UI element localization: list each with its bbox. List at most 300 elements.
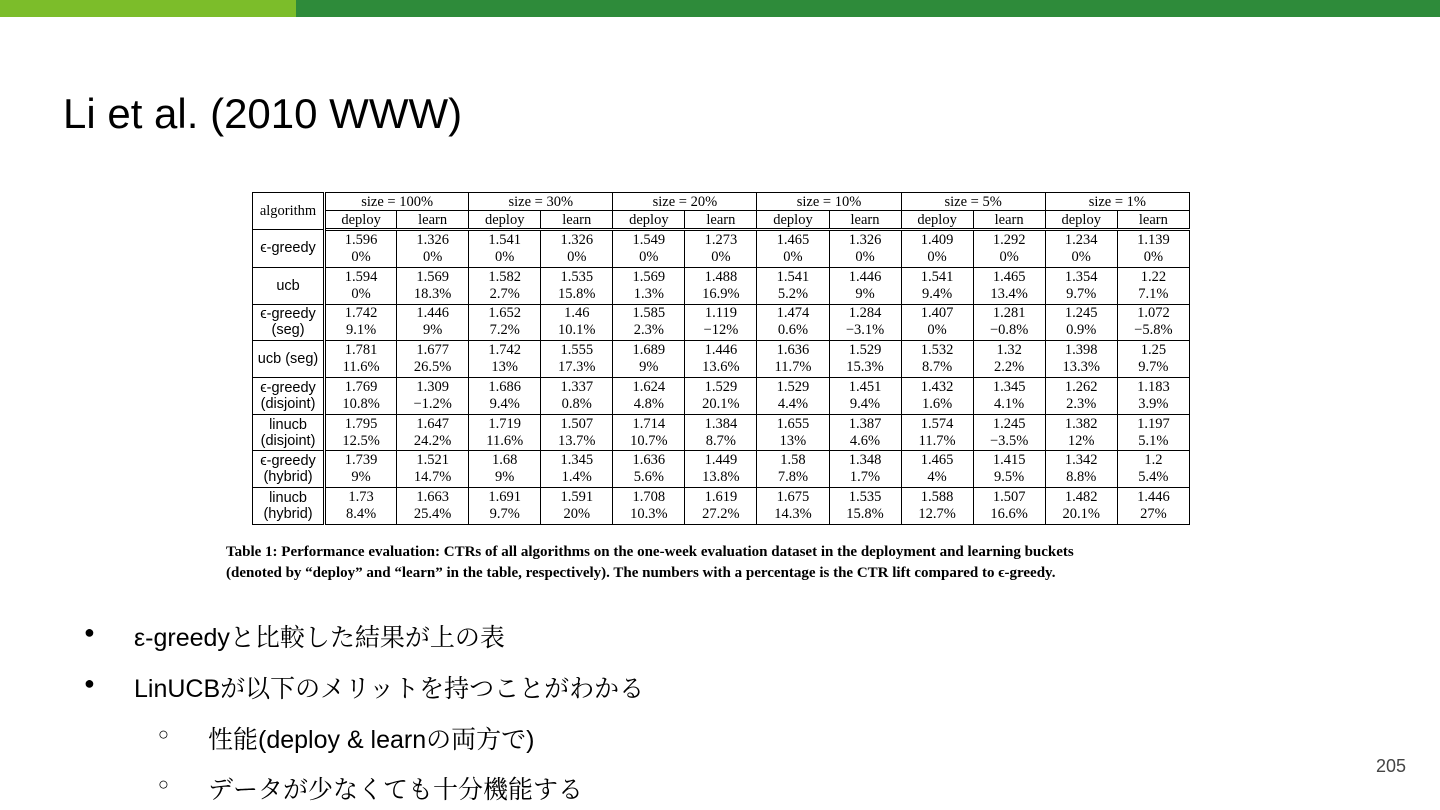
algorithm-name: ucb (seg) (253, 341, 325, 378)
ctr-value: 1.337 (560, 378, 594, 395)
top-accent-bar-right (296, 0, 1440, 17)
table-cell (829, 488, 901, 525)
ctr-value: 1.474 (776, 305, 810, 322)
table-cell (973, 341, 1045, 378)
bullet-text: ε-greedyと比較した結果が上の表 (134, 624, 505, 652)
ctr-lift: 13% (491, 359, 519, 376)
ctr-value: 1.624 (632, 378, 666, 395)
ctr-value: 1.769 (344, 378, 378, 395)
ctr-lift: 12.5% (342, 432, 380, 449)
deploy-header: deploy (1045, 211, 1117, 230)
table-row (253, 341, 1190, 378)
table-cell (1117, 488, 1189, 525)
ctr-lift: 9.7% (1066, 285, 1097, 302)
ctr-lift: 9.1% (345, 322, 377, 339)
ctr-value: 1.591 (560, 489, 594, 506)
ctr-value: 1.781 (344, 342, 378, 359)
ctr-lift: 13.6% (702, 359, 740, 376)
ctr-lift: 4.4% (777, 395, 809, 412)
bullet-item (84, 618, 505, 654)
table-cell (973, 414, 1045, 451)
ctr-value: 1.689 (632, 342, 666, 359)
ctr-value: 1.345 (560, 452, 594, 469)
table-cell (541, 451, 613, 488)
algorithm-name: ucb (253, 267, 325, 304)
table-cell (541, 414, 613, 451)
ctr-value: 1.488 (704, 268, 738, 285)
table-cell (757, 341, 829, 378)
ctr-value: 1.409 (920, 231, 954, 248)
ctr-lift: 7.8% (777, 469, 809, 486)
ctr-value: 1.446 (848, 268, 882, 285)
table-row (253, 304, 1190, 341)
ctr-lift: −3.1% (845, 322, 885, 339)
table-cell (613, 230, 685, 268)
ctr-lift: 8.8% (1066, 469, 1097, 486)
ctr-value: 1.451 (848, 378, 882, 395)
ctr-value: 1.691 (488, 489, 522, 506)
table-cell (1117, 377, 1189, 414)
algorithm-name: ϵ-greedy (253, 230, 325, 268)
ctr-lift: 5.6% (633, 469, 664, 486)
ctr-value: 1.262 (1064, 378, 1098, 395)
table-cell (685, 488, 757, 525)
ctr-lift: 14.7% (413, 469, 452, 486)
table-cell (613, 341, 685, 378)
ctr-value: 1.569 (632, 268, 666, 285)
bullet-circle-icon: ○ (158, 724, 169, 744)
ctr-value: 1.555 (560, 342, 594, 359)
ctr-value: 1.326 (848, 231, 882, 248)
bullet-text: データが少なくても十分機能する (208, 776, 584, 804)
table-cell (829, 451, 901, 488)
table-cell (397, 304, 469, 341)
ctr-lift: 8.4% (345, 506, 377, 523)
ctr-value: 1.507 (560, 415, 594, 432)
ctr-lift: 1.3% (633, 285, 664, 302)
ctr-lift: 4% (927, 469, 947, 486)
table-cell (613, 451, 685, 488)
table-cell (1117, 230, 1189, 268)
table-row (253, 488, 1190, 525)
ctr-value: 1.465 (776, 231, 810, 248)
table-row (253, 267, 1190, 304)
ctr-lift: 9.4% (921, 285, 953, 302)
ctr-lift: 2.2% (994, 359, 1025, 376)
ctr-lift: 9.5% (994, 469, 1025, 486)
learn-header: learn (541, 211, 613, 230)
ctr-lift: 27.2% (702, 506, 740, 523)
ctr-lift: 11.6% (342, 359, 380, 376)
ctr-lift: 0% (783, 248, 803, 265)
ctr-value: 1.446 (1137, 489, 1170, 506)
table-row (253, 377, 1190, 414)
ctr-value: 1.529 (848, 342, 882, 359)
table-cell (973, 377, 1045, 414)
ctr-value: 1.541 (776, 268, 810, 285)
ctr-lift: 0% (999, 248, 1019, 265)
table-cell (1045, 377, 1117, 414)
ctr-lift: 17.3% (558, 359, 596, 376)
ctr-value: 1.281 (992, 305, 1026, 322)
ctr-value: 1.742 (488, 342, 522, 359)
table-cell (613, 304, 685, 341)
table-cell (541, 488, 613, 525)
table-cell (1045, 488, 1117, 525)
ctr-lift: −5.8% (1134, 322, 1173, 339)
table-cell (397, 414, 469, 451)
table-cell (901, 451, 973, 488)
ctr-lift: 2.3% (633, 322, 664, 339)
ctr-lift: 15.3% (846, 359, 884, 376)
ctr-value: 1.354 (1064, 268, 1098, 285)
ctr-value: 1.387 (848, 415, 882, 432)
ctr-lift: 10.7% (630, 432, 668, 449)
table-cell (541, 341, 613, 378)
ctr-lift: 16.9% (702, 285, 740, 302)
ctr-value: 1.619 (704, 489, 738, 506)
learn-header: learn (397, 211, 469, 230)
learn-header: learn (973, 211, 1045, 230)
ctr-lift: 0.6% (777, 322, 809, 339)
slide-title: Li et al. (2010 WWW) (63, 90, 463, 137)
table-cell (685, 230, 757, 268)
table-cell (541, 377, 613, 414)
ctr-value: 1.739 (344, 452, 378, 469)
ctr-lift: 9% (855, 285, 875, 302)
table-cell (397, 341, 469, 378)
caption-line-2: (denoted by “deploy” and “learn” in the table, respectively). The numbers with a percentage is the CTR lift compared to ϵ-greedy. (226, 565, 1056, 581)
ctr-lift: 10.8% (342, 395, 380, 412)
ctr-lift: 1.7% (849, 469, 881, 486)
ctr-value: 1.245 (1064, 305, 1098, 322)
table-cell (901, 230, 973, 268)
table-cell (1045, 304, 1117, 341)
table-cell (901, 488, 973, 525)
size-header: size = 5% (901, 193, 1045, 211)
table-cell (1045, 267, 1117, 304)
ctr-lift: 5.2% (777, 285, 809, 302)
table-cell (469, 377, 541, 414)
table-cell (829, 230, 901, 268)
ctr-lift: 10.3% (630, 506, 668, 523)
ctr-value: 1.465 (920, 452, 954, 469)
ctr-lift: 26.5% (413, 359, 452, 376)
table-cell (685, 451, 757, 488)
table-cell (829, 414, 901, 451)
ctr-lift: 8.7% (705, 432, 737, 449)
ctr-lift: 0% (351, 285, 371, 302)
table-cell (901, 304, 973, 341)
bullet-dot-icon: ● (84, 673, 95, 693)
table-cell (685, 341, 757, 378)
ctr-lift: 11.7% (918, 432, 956, 449)
table-cell (1117, 414, 1189, 451)
ctr-value: 1.384 (704, 415, 738, 432)
ctr-lift: 0.9% (1066, 322, 1097, 339)
size-header: size = 100% (325, 193, 469, 211)
table-cell (685, 414, 757, 451)
table-cell (901, 414, 973, 451)
ctr-lift: 20.1% (1062, 506, 1100, 523)
ctr-value: 1.588 (920, 489, 954, 506)
ctr-value: 1.73 (348, 489, 374, 506)
deploy-header: deploy (325, 211, 397, 230)
ctr-lift: 4.6% (849, 432, 881, 449)
table-cell (325, 267, 397, 304)
table-cell (901, 341, 973, 378)
ctr-lift: 18.3% (413, 285, 452, 302)
ctr-lift: 9.4% (489, 395, 520, 412)
ctr-lift: 7.1% (1138, 285, 1169, 302)
ctr-lift: 0% (567, 248, 587, 265)
ctr-lift: 8.7% (921, 359, 953, 376)
ctr-lift: 11.6% (486, 432, 524, 449)
ctr-value: 1.415 (992, 452, 1026, 469)
ctr-value: 1.326 (560, 231, 594, 248)
ctr-value: 1.663 (416, 489, 449, 506)
table-cell (469, 488, 541, 525)
table-cell (757, 488, 829, 525)
ctr-value: 1.655 (776, 415, 810, 432)
ctr-lift: 12.7% (918, 506, 956, 523)
ctr-value: 1.183 (1137, 378, 1170, 395)
table-cell (901, 377, 973, 414)
bullet-dot-icon: ● (84, 622, 95, 642)
ctr-lift: 5.4% (1138, 469, 1169, 486)
ctr-value: 1.677 (416, 342, 449, 359)
algorithm-name: ϵ-greedy (disjoint) (253, 377, 325, 414)
table-cell (613, 267, 685, 304)
ctr-lift: −0.8% (989, 322, 1029, 339)
table-cell (325, 304, 397, 341)
ctr-lift: 13.8% (702, 469, 740, 486)
ctr-value: 1.46 (564, 305, 590, 322)
ctr-lift: 9.7% (489, 506, 520, 523)
ctr-value: 1.465 (992, 268, 1026, 285)
top-accent-bar-left (0, 0, 296, 17)
table-cell (1117, 341, 1189, 378)
ctr-lift: 0% (711, 248, 731, 265)
table-cell (325, 451, 397, 488)
ctr-lift: 0% (351, 248, 371, 265)
table-cell (397, 230, 469, 268)
ctr-value: 1.446 (704, 342, 738, 359)
ctr-lift: 1.4% (561, 469, 592, 486)
ctr-lift: 27% (1140, 506, 1167, 523)
table-cell (757, 377, 829, 414)
ctr-value: 1.532 (920, 342, 954, 359)
table-cell (397, 377, 469, 414)
sub-bullet-item (158, 770, 584, 806)
ctr-value: 1.529 (776, 378, 810, 395)
bullet-circle-icon: ○ (158, 774, 169, 794)
ctr-lift: 0.8% (561, 395, 592, 412)
ctr-value: 1.636 (632, 452, 666, 469)
ctr-value: 1.2 (1144, 452, 1163, 469)
ctr-lift: 13% (779, 432, 807, 449)
ctr-value: 1.521 (416, 452, 449, 469)
ctr-lift: 0% (1143, 248, 1164, 265)
table-cell (901, 267, 973, 304)
table-row (253, 230, 1190, 268)
ctr-value: 1.569 (416, 268, 449, 285)
ctr-lift: 12% (1067, 432, 1095, 449)
ctr-value: 1.342 (1064, 452, 1098, 469)
ctr-value: 1.541 (488, 231, 522, 248)
size-header: size = 20% (613, 193, 757, 211)
ctr-lift: 5.1% (1138, 432, 1169, 449)
ctr-lift: 1.6% (921, 395, 953, 412)
table-cell (757, 230, 829, 268)
table-cell (325, 230, 397, 268)
ctr-lift: 0% (495, 248, 515, 265)
deploy-header: deploy (469, 211, 541, 230)
ctr-lift: 13.3% (1062, 359, 1100, 376)
table-cell (541, 230, 613, 268)
bullet-item (84, 669, 645, 705)
table-cell (829, 267, 901, 304)
table-cell (757, 451, 829, 488)
table-cell (325, 414, 397, 451)
ctr-lift: 25.4% (413, 506, 452, 523)
ctr-lift: 4.1% (994, 395, 1025, 412)
table-row (253, 451, 1190, 488)
table-cell (469, 267, 541, 304)
ctr-value: 1.585 (632, 305, 666, 322)
table-cell (1117, 451, 1189, 488)
ctr-value: 1.407 (920, 305, 954, 322)
table-cell (613, 377, 685, 414)
table-cell (613, 488, 685, 525)
algorithm-header: algorithm (253, 193, 325, 230)
ctr-value: 1.197 (1137, 415, 1170, 432)
table-cell (397, 451, 469, 488)
ctr-value: 1.549 (632, 231, 666, 248)
table-cell (613, 414, 685, 451)
table-cell (757, 267, 829, 304)
ctr-value: 1.234 (1064, 231, 1098, 248)
learn-header: learn (1117, 211, 1189, 230)
ctr-lift: 2.3% (1066, 395, 1097, 412)
size-header: size = 30% (469, 193, 613, 211)
algorithm-name: ϵ-greedy (seg) (253, 304, 325, 341)
ctr-lift: 7.2% (489, 322, 520, 339)
ctr-lift: −12% (703, 322, 739, 339)
sub-bullet-item (158, 720, 535, 756)
table-cell (469, 451, 541, 488)
ctr-lift: 16.6% (990, 506, 1028, 523)
ctr-value: 1.119 (704, 305, 737, 322)
ctr-value: 1.652 (488, 305, 522, 322)
ctr-lift: −3.5% (989, 432, 1029, 449)
ctr-lift: 0% (927, 248, 947, 265)
table-cell (469, 304, 541, 341)
ctr-value: 1.795 (344, 415, 378, 432)
ctr-lift: 10.1% (558, 322, 596, 339)
ctr-lift: 0% (422, 248, 443, 265)
ctr-value: 1.594 (344, 268, 378, 285)
ctr-lift: 4.8% (633, 395, 664, 412)
ctr-lift: 0% (855, 248, 875, 265)
table-cell (685, 304, 757, 341)
ctr-value: 1.398 (1064, 342, 1098, 359)
ctr-value: 1.348 (848, 452, 882, 469)
ctr-lift: 9% (639, 359, 659, 376)
ctr-value: 1.541 (920, 268, 954, 285)
algorithm-name: linucb (hybrid) (253, 488, 325, 525)
results-table (252, 192, 1190, 525)
ctr-value: 1.345 (992, 378, 1026, 395)
algorithm-name: linucb (disjoint) (253, 414, 325, 451)
ctr-value: 1.284 (848, 305, 882, 322)
page-number: 205 (1375, 756, 1406, 776)
ctr-value: 1.535 (848, 489, 882, 506)
ctr-value: 1.529 (704, 378, 738, 395)
ctr-value: 1.636 (776, 342, 810, 359)
ctr-value: 1.22 (1140, 268, 1167, 285)
ctr-lift: 15.8% (558, 285, 596, 302)
ctr-value: 1.292 (992, 231, 1026, 248)
bullet-text: 性能(deploy & learnの両方で) (208, 726, 535, 754)
table-cell (325, 341, 397, 378)
ctr-value: 1.708 (632, 489, 666, 506)
ctr-value: 1.686 (488, 378, 522, 395)
ctr-value: 1.273 (704, 231, 738, 248)
table-cell (757, 304, 829, 341)
table-cell (757, 414, 829, 451)
table-row (253, 414, 1190, 451)
ctr-value: 1.139 (1137, 231, 1170, 248)
table-cell (541, 304, 613, 341)
size-header: size = 10% (757, 193, 901, 211)
table-cell (1045, 230, 1117, 268)
ctr-lift: 20.1% (702, 395, 740, 412)
ctr-lift: 9% (351, 469, 371, 486)
table-cell (973, 451, 1045, 488)
table-cell (973, 304, 1045, 341)
ctr-value: 1.382 (1064, 415, 1098, 432)
table-cell (397, 488, 469, 525)
ctr-lift: 15.8% (846, 506, 884, 523)
table-cell (541, 267, 613, 304)
ctr-lift: −1.2% (413, 395, 452, 412)
table-cell (973, 230, 1045, 268)
ctr-value: 1.719 (488, 415, 522, 432)
ctr-lift: 9% (495, 469, 515, 486)
ctr-lift: 9.4% (849, 395, 881, 412)
ctr-lift: 11.7% (774, 359, 812, 376)
ctr-lift: 9% (422, 322, 443, 339)
table-cell (469, 341, 541, 378)
caption-line-1: Table 1: Performance evaluation: CTRs of all algorithms on the one-week evaluation dataset in the deployment and learning buckets (226, 544, 1074, 560)
algorithm-name: ϵ-greedy (hybrid) (253, 451, 325, 488)
table-cell (973, 267, 1045, 304)
ctr-value: 1.596 (344, 231, 378, 248)
ctr-value: 1.675 (776, 489, 810, 506)
table-cell (685, 377, 757, 414)
table-cell (685, 267, 757, 304)
table-cell (1045, 451, 1117, 488)
table-cell (1117, 267, 1189, 304)
table-cell (973, 488, 1045, 525)
ctr-value: 1.072 (1137, 305, 1170, 322)
ctr-lift: 20% (563, 506, 591, 523)
ctr-value: 1.245 (992, 415, 1026, 432)
ctr-value: 1.507 (992, 489, 1026, 506)
ctr-value: 1.68 (492, 452, 518, 469)
ctr-lift: 13.7% (558, 432, 596, 449)
